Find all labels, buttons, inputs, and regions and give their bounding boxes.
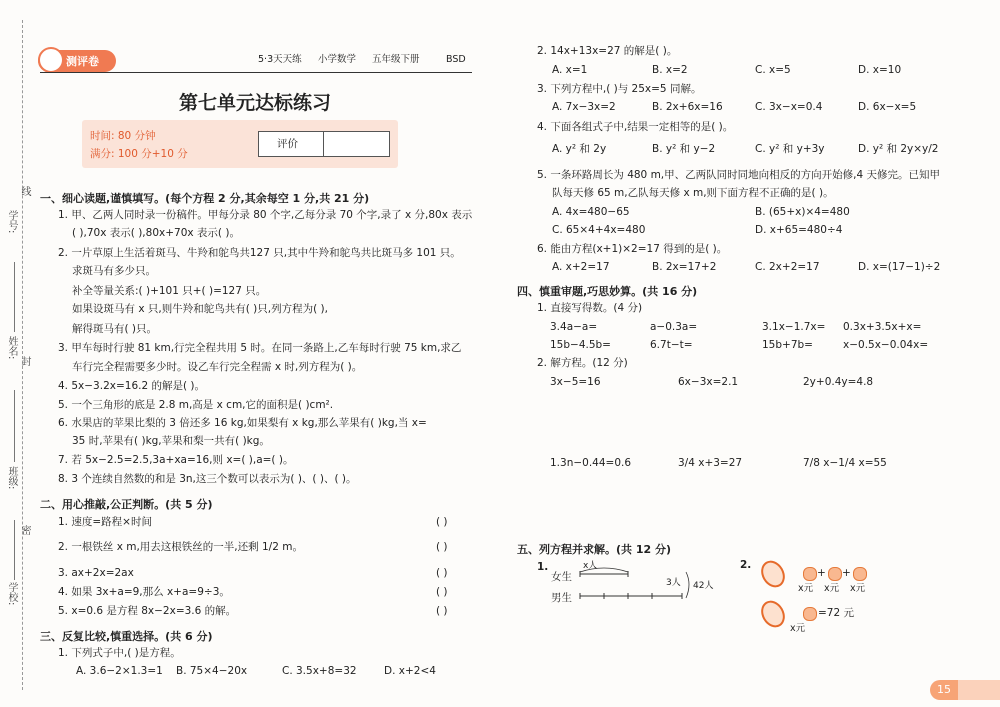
q3-line1: 3. 甲车每时行驶 81 km,行完全程共用 5 时。在同一条路上,乙车每时行驶 75 km,求乙 bbox=[58, 342, 462, 354]
judge-item-2: 2. 一根铁丝 x m,用去这根铁丝的一半,还剩 1/2 m。 bbox=[58, 541, 303, 553]
q8: 8. 3 个连续自然数的和是 3n,这三个数可以表示为( )、( )、( )。 bbox=[58, 473, 357, 485]
ball-icon bbox=[803, 607, 817, 621]
q7: 7. 若 5x−2.5=2.5,3a+xa=16,则 x=( ),a=( )。 bbox=[58, 454, 294, 466]
section4-sub1: 1. 直接写得数。(4 分) bbox=[537, 302, 643, 314]
choice-q6-a[interactable]: A. x+2=17 bbox=[552, 261, 610, 273]
series-name: 5·3天天练 bbox=[258, 54, 302, 65]
eval-box bbox=[258, 131, 390, 157]
x-yuan-2: x元 bbox=[824, 583, 840, 594]
section2-heading: 二、用心推敲,公正判断。(共 5 分) bbox=[40, 498, 213, 511]
binding-margin bbox=[0, 0, 30, 707]
judge-item-1: 1. 速度=路程×时间 bbox=[58, 516, 152, 528]
q2-line2: 求斑马有多少只。 bbox=[72, 265, 156, 277]
choice-q6-d[interactable]: D. x=(17−1)÷2 bbox=[858, 261, 941, 273]
choice-q4-b[interactable]: B. y² 和 y−2 bbox=[652, 143, 716, 155]
q2-line3: 补全等量关系:( )+101 只+( )=127 只。 bbox=[72, 285, 267, 297]
name-blank bbox=[14, 262, 15, 332]
choice-q3: 3. 下列方程中,( )与 25x=5 同解。 bbox=[537, 83, 702, 95]
girls-x-label: x人 bbox=[583, 561, 598, 571]
choice-q5-a[interactable]: A. 4x=480−65 bbox=[552, 206, 630, 218]
three-people-label: 3人 bbox=[666, 578, 681, 588]
ball-icon bbox=[828, 567, 842, 581]
calc-8: x−0.5x−0.04x= bbox=[843, 339, 929, 351]
forty-two-label: 42人 bbox=[693, 581, 714, 591]
edition-name: BSD bbox=[446, 54, 466, 65]
section3-heading: 三、反复比较,慎重选择。(共 6 分) bbox=[40, 630, 213, 643]
problem2-number: 2. bbox=[740, 559, 752, 571]
choice-q1-d[interactable]: D. x+2<4 bbox=[384, 665, 436, 677]
x-yuan-3: x元 bbox=[850, 583, 866, 594]
section4-heading: 四、慎重审题,巧思妙算。(共 16 分) bbox=[517, 285, 698, 298]
choice-q5-line1: 5. 一条环路周长为 480 m,甲、乙两队同时同地向相反的方向开始修,4 天修完。已知甲 bbox=[537, 169, 940, 181]
choice-q5-b[interactable]: B. (65+x)×4=480 bbox=[755, 206, 850, 218]
choice-q3-d[interactable]: D. 6x−x=5 bbox=[858, 101, 917, 113]
choice-q2-d[interactable]: D. x=10 bbox=[858, 64, 902, 76]
choice-q3-c[interactable]: C. 3x−x=0.4 bbox=[755, 101, 823, 113]
choice-q6-b[interactable]: B. 2x=17+2 bbox=[652, 261, 717, 273]
choice-q5-line2: 队每天修 65 m,乙队每天修 x m,则下面方程不正确的是( )。 bbox=[552, 187, 834, 199]
choice-q4-c[interactable]: C. y² 和 y+3y bbox=[755, 143, 825, 155]
girls-label: 女生 bbox=[551, 571, 572, 583]
judge-bracket-4[interactable]: ( ) bbox=[436, 586, 448, 598]
judge-item-5: 5. x=0.6 是方程 8x−2x=3.6 的解。 bbox=[58, 605, 237, 617]
line-segment-diagram bbox=[574, 560, 698, 604]
choice-q4-d[interactable]: D. y² 和 2y×y/2 bbox=[858, 143, 939, 155]
choice-q2-c[interactable]: C. x=5 bbox=[755, 64, 791, 76]
page-number: 15 bbox=[930, 680, 958, 700]
x-yuan-1: x元 bbox=[798, 583, 814, 594]
equation-1: 3x−5=16 bbox=[550, 376, 601, 388]
choice-q5-c[interactable]: C. 65×4+4x=480 bbox=[552, 224, 646, 236]
q2-line5: 解得斑马有( )只。 bbox=[72, 323, 158, 335]
eval-label: 评价 bbox=[277, 138, 298, 150]
choice-q6: 6. 能由方程(x+1)×2=17 得到的是( )。 bbox=[537, 243, 728, 255]
section1-heading: 一、细心读题,谨慎填写。(每个方程 2 分,其余每空 1 分,共 21 分) bbox=[40, 192, 370, 205]
q6-line2: 35 时,苹果有( )kg,苹果和梨一共有( )kg。 bbox=[72, 435, 270, 447]
choice-q1-b[interactable]: B. 75×4−20x bbox=[176, 665, 248, 677]
judge-bracket-5[interactable]: ( ) bbox=[436, 605, 448, 617]
page-tab bbox=[958, 680, 1000, 700]
calc-5: 15b−4.5b= bbox=[550, 339, 611, 351]
judge-bracket-3[interactable]: ( ) bbox=[436, 567, 448, 579]
class-blank bbox=[14, 390, 15, 462]
name-label: 姓名: bbox=[6, 336, 17, 360]
choice-q3-a[interactable]: A. 7x−3x=2 bbox=[552, 101, 616, 113]
q6-line1: 6. 水果店的苹果比梨的 3 倍还多 16 kg,如果梨有 x kg,那么苹果有( )kg,当 x= bbox=[58, 417, 427, 429]
calc-4: 0.3x+3.5x+x= bbox=[843, 321, 922, 333]
choice-q6-c[interactable]: C. 2x+2=17 bbox=[755, 261, 820, 273]
judge-bracket-2[interactable]: ( ) bbox=[436, 541, 448, 553]
ball-icon bbox=[803, 567, 817, 581]
choice-q1-a[interactable]: A. 3.6−2×1.3=1 bbox=[76, 665, 163, 677]
page-title: 第七单元达标练习 bbox=[178, 92, 331, 114]
equation-2: 6x−3x=2.1 bbox=[678, 376, 739, 388]
equation-4: 1.3n−0.44=0.6 bbox=[550, 457, 632, 469]
q2-line1: 2. 一片草原上生活着斑马、牛羚和鸵鸟共127 只,其中牛羚和鸵鸟共比斑马多 101 只。 bbox=[58, 247, 461, 259]
section5-heading: 五、列方程并求解。(共 12 分) bbox=[517, 543, 672, 556]
school-label: 学校: bbox=[6, 582, 17, 606]
q2-line4: 如果设斑马有 x 只,则牛羚和鸵鸟共有( )只,列方程为( ), bbox=[72, 303, 328, 315]
equation-5: 3/4 x+3=27 bbox=[678, 457, 743, 469]
price-total: =72 元 bbox=[818, 607, 854, 619]
x-yuan-4: x元 bbox=[790, 623, 806, 634]
feng-mark: 封 bbox=[19, 356, 30, 366]
mi-mark: 密 bbox=[19, 525, 30, 535]
choice-q3-b[interactable]: B. 2x+6x=16 bbox=[652, 101, 723, 113]
choice-q1: 1. 下列式子中,( )是方程。 bbox=[58, 647, 181, 659]
cut-line bbox=[22, 20, 23, 690]
racket-icon bbox=[756, 596, 789, 631]
equation-6: 7/8 x−1/4 x=55 bbox=[803, 457, 887, 469]
choice-q2: 2. 14x+13x=27 的解是( )。 bbox=[537, 45, 678, 57]
judge-item-4: 4. 如果 3x+a=9,那么 x+a=9÷3。 bbox=[58, 586, 230, 598]
judge-item-3: 3. ax+2x=2ax bbox=[58, 567, 134, 579]
score-info: 满分: 100 分+10 分 bbox=[90, 148, 188, 160]
q5: 5. 一个三角形的底是 2.8 m,高是 x cm,它的面积是( )cm². bbox=[58, 399, 334, 411]
eval-divider bbox=[323, 132, 324, 156]
logo-text: 测评卷 bbox=[66, 55, 99, 68]
choice-q5-d[interactable]: D. x+65=480÷4 bbox=[755, 224, 843, 236]
choice-q4: 4. 下面各组式子中,结果一定相等的是( )。 bbox=[537, 121, 734, 133]
ball-icon bbox=[853, 567, 867, 581]
plus-sign-1: + bbox=[817, 567, 826, 579]
equation-3: 2y+0.4y=4.8 bbox=[803, 376, 874, 388]
choice-q1-c[interactable]: C. 3.5x+8=32 bbox=[282, 665, 357, 677]
calc-2: a−0.3a= bbox=[650, 321, 698, 333]
racket-icon bbox=[756, 556, 789, 591]
logo bbox=[38, 47, 116, 73]
judge-bracket-1[interactable]: ( ) bbox=[436, 516, 448, 528]
choice-q2-a[interactable]: A. x=1 bbox=[552, 64, 588, 76]
mascot-icon bbox=[38, 47, 64, 73]
class-label: 班级: bbox=[6, 466, 17, 490]
time-info: 时间: 80 分钟 bbox=[90, 130, 156, 142]
boys-label: 男生 bbox=[551, 592, 572, 604]
number-label: 学号: bbox=[6, 210, 17, 234]
q1-line2: ( ),70x 表示( ),80x+70x 表示( )。 bbox=[72, 227, 240, 239]
plus-sign-2: + bbox=[842, 567, 851, 579]
calc-3: 3.1x−1.7x= bbox=[762, 321, 826, 333]
problem1-number: 1. bbox=[537, 561, 549, 573]
calc-7: 15b+7b= bbox=[762, 339, 813, 351]
calc-6: 6.7t−t= bbox=[650, 339, 693, 351]
xian-mark: 线 bbox=[19, 186, 30, 196]
grade-name: 五年级下册 bbox=[372, 54, 420, 65]
q4: 4. 5x−3.2x=16.2 的解是( )。 bbox=[58, 380, 206, 392]
choice-q4-a[interactable]: A. y² 和 2y bbox=[552, 143, 607, 155]
q3-line2: 车行完全程需要多少时。设乙车行完全程需 x 时,列方程为( )。 bbox=[72, 361, 363, 373]
q1-line1: 1. 甲、乙两人同时录一份稿件。甲每分录 80 个字,乙每分录 70 个字,录了 x 分,80x 表示 bbox=[58, 209, 473, 221]
school-blank bbox=[14, 520, 15, 580]
subject-name: 小学数学 bbox=[318, 54, 357, 65]
section4-sub2: 2. 解方程。(12 分) bbox=[537, 357, 628, 369]
calc-1: 3.4a−a= bbox=[550, 321, 598, 333]
choice-q2-b[interactable]: B. x=2 bbox=[652, 64, 688, 76]
header-rule bbox=[40, 72, 472, 73]
